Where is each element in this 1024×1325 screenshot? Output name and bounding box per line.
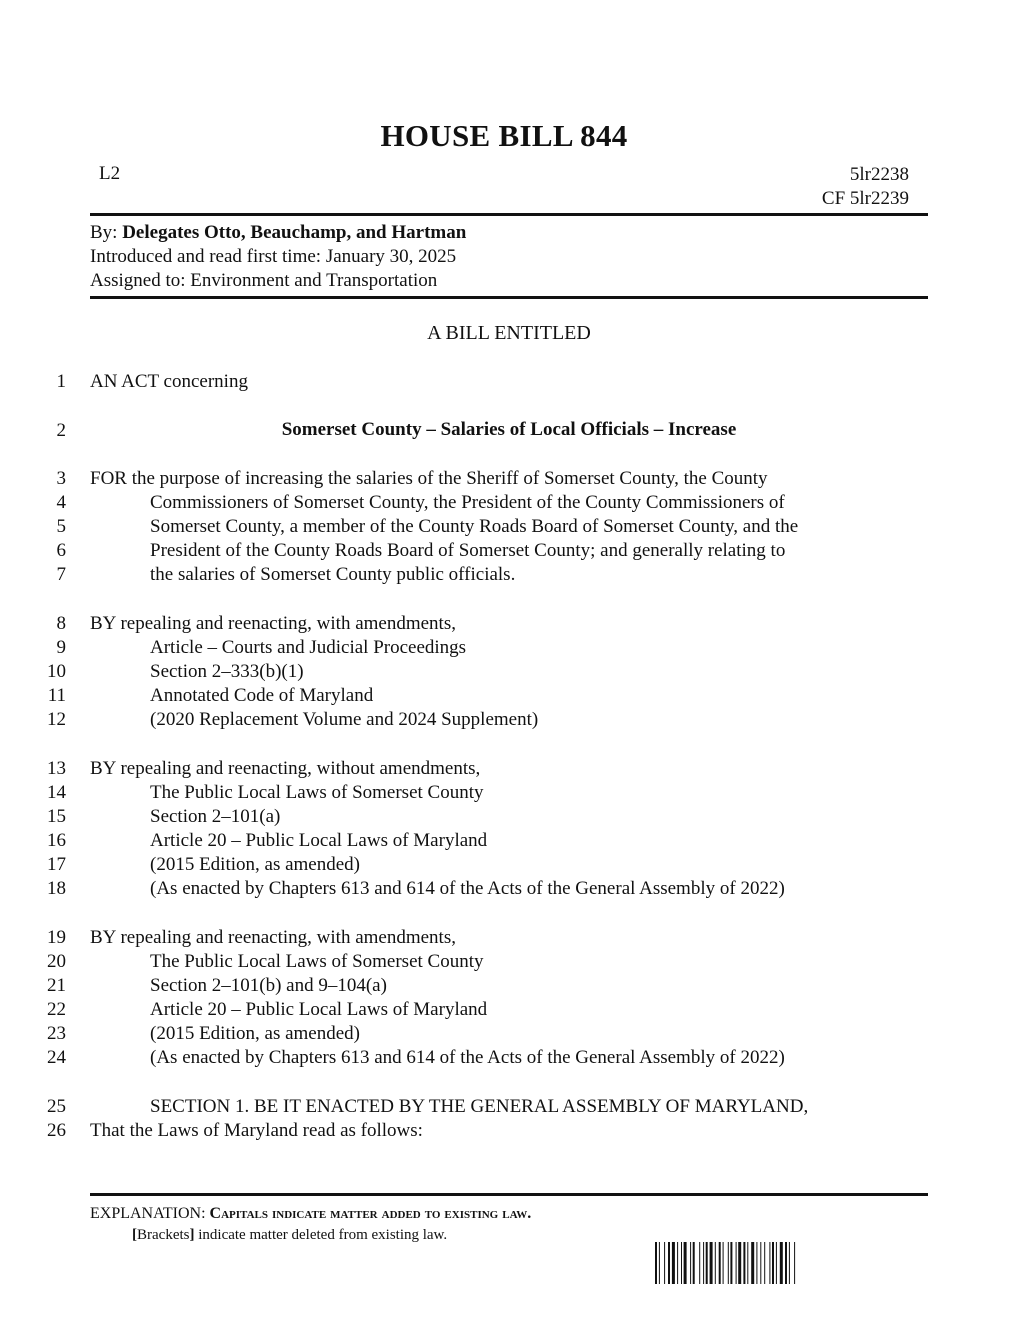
line-number: 10 [47, 661, 66, 682]
line-number: 1 [56, 371, 66, 392]
line-text: SECTION 1. BE IT ENACTED BY THE GENERAL ASSEMBLY OF MARYLAND, [150, 1096, 809, 1117]
line-text: (As enacted by Chapters 613 and 614 of the Acts of the General Assembly of 2022) [150, 878, 785, 899]
barcode-bar [668, 1242, 670, 1284]
line-number: 22 [47, 999, 66, 1020]
barcode-bar [677, 1242, 678, 1284]
line-text: Article – Courts and Judicial Proceedings [150, 637, 467, 658]
line-number: 14 [47, 782, 66, 803]
line-text: (2015 Edition, as amended) [150, 1023, 361, 1044]
footer-rule [90, 1193, 928, 1196]
barcode-bar [738, 1242, 741, 1284]
header-rule-top [90, 213, 928, 216]
assigned-line: Assigned to: Environment and Transportation [90, 270, 438, 291]
explanation-line [90, 1205, 531, 1223]
line-number: 13 [47, 758, 66, 779]
cross-file-number: CF 5lr2239 [821, 188, 909, 209]
line-number: 19 [47, 927, 66, 948]
line-number: 6 [56, 540, 66, 561]
line-number: 21 [47, 975, 66, 996]
line-number: 23 [47, 1023, 66, 1044]
barcode-bar [764, 1242, 765, 1284]
barcode-bar [751, 1242, 754, 1284]
drafting-codes [822, 163, 909, 211]
barcode-bar [703, 1242, 704, 1284]
line-number: 26 [47, 1120, 66, 1141]
by-label: By: [90, 222, 123, 243]
bracket-open: [ [132, 1227, 137, 1243]
drafting-number: 5lr2238 [849, 164, 909, 185]
line-text: BY repealing and reenacting, with amendments, [90, 927, 456, 948]
barcode-bar [785, 1242, 787, 1284]
act-title: Somerset County – Salaries of Local Officials – Increase [281, 419, 737, 440]
line-text: (2015 Edition, as amended) [150, 854, 361, 875]
line-number: 25 [47, 1096, 66, 1117]
barcode-bar [747, 1242, 748, 1284]
line-text: AN ACT concerning [90, 371, 248, 392]
barcode-bar [706, 1242, 708, 1284]
line-number: 24 [47, 1047, 66, 1068]
line-text: Section 2–333(b)(1) [150, 661, 304, 682]
line-number: 7 [56, 564, 66, 585]
barcode-bar [715, 1242, 716, 1284]
brackets-note: indicate matter deleted from existing law. [194, 1227, 448, 1243]
line-number: 2 [56, 420, 66, 441]
barcode-bar [756, 1242, 757, 1284]
line-text: Article 20 – Public Local Laws of Maryland [150, 999, 488, 1020]
brackets-line [132, 1227, 447, 1244]
barcode-bar [684, 1242, 687, 1284]
line-text: BY repealing and reenacting, without amendments, [90, 758, 481, 779]
line-number: 15 [47, 806, 66, 827]
barcode-bar [728, 1242, 729, 1284]
barcode-icon [655, 1242, 905, 1284]
line-text: The Public Local Laws of Somerset County [150, 782, 484, 803]
barcode-bar [710, 1242, 713, 1284]
sponsors: Delegates Otto, Beauchamp, and Hartman [122, 222, 467, 243]
line-text: Annotated Code of Maryland [150, 685, 374, 706]
barcode-bar [769, 1242, 770, 1284]
line-text: Somerset County, a member of the County Roads Board of Somerset County, and the [150, 516, 799, 537]
line-text: That the Laws of Maryland read as follows: [90, 1120, 423, 1141]
line-text: BY repealing and reenacting, with amendments, [90, 613, 456, 634]
barcode-bar [672, 1242, 675, 1284]
barcode-bar [794, 1242, 795, 1284]
bill-entitled: A BILL ENTITLED [427, 322, 591, 344]
barcode-bar [736, 1242, 737, 1284]
line-number: 17 [47, 854, 66, 875]
bracket-close: ] [189, 1227, 195, 1243]
subject-code: L2 [99, 163, 121, 184]
barcode-bar [776, 1242, 777, 1284]
line-text: (2020 Replacement Volume and 2024 Supplement) [150, 709, 539, 730]
line-number: 9 [56, 637, 66, 658]
sponsor-line [90, 221, 466, 245]
line-text: (As enacted by Chapters 613 and 614 of the Acts of the General Assembly of 2022) [150, 1047, 785, 1068]
bill-title: HOUSE BILL 844 [380, 118, 628, 153]
line-number: 16 [47, 830, 66, 851]
introduced-line: Introduced and read first time: January 30, 2025 [90, 246, 457, 267]
barcode-bar [681, 1242, 682, 1284]
line-number: 18 [47, 878, 66, 899]
line-number: 20 [47, 951, 66, 972]
barcode-bar [690, 1242, 691, 1284]
line-number: 5 [56, 516, 66, 537]
barcode-bar [789, 1242, 790, 1284]
barcode-bar [743, 1242, 745, 1284]
line-text: President of the County Roads Board of Somerset County; and generally relating to [150, 540, 786, 561]
explanation-label: EXPLANATION: [90, 1205, 210, 1222]
barcode-bar [730, 1242, 732, 1284]
barcode-bar [699, 1242, 700, 1284]
line-text: Section 2–101(a) [150, 806, 281, 827]
header-rule-bottom [90, 296, 928, 299]
line-number: 8 [56, 613, 66, 634]
line-text: Commissioners of Somerset County, the President of the County Commissioners of [150, 492, 785, 513]
line-number: 3 [56, 468, 66, 489]
line-number: 4 [56, 492, 66, 513]
line-text: Section 2–101(b) and 9–104(a) [150, 975, 387, 996]
barcode-bar [655, 1242, 657, 1284]
line-text: FOR the purpose of increasing the salaries of the Sheriff of Somerset County, the County [90, 468, 768, 489]
barcode-bar [760, 1242, 761, 1284]
line-text: the salaries of Somerset County public officials. [150, 564, 516, 585]
line-text: Article 20 – Public Local Laws of Maryland [150, 830, 488, 851]
line-number: 12 [47, 709, 66, 730]
barcode-bar [664, 1242, 665, 1284]
barcode-bar [659, 1242, 660, 1284]
barcode-bar [780, 1242, 783, 1284]
line-number: 11 [47, 685, 66, 706]
capitals-note: Capitals indicate matter added to existing law. [209, 1205, 532, 1222]
barcode-bar [693, 1242, 695, 1284]
barcode-bar [719, 1242, 721, 1284]
barcode-bar [772, 1242, 774, 1284]
brackets-word: Brackets [137, 1227, 190, 1243]
barcode-bar [723, 1242, 724, 1284]
line-text: The Public Local Laws of Somerset County [150, 951, 484, 972]
